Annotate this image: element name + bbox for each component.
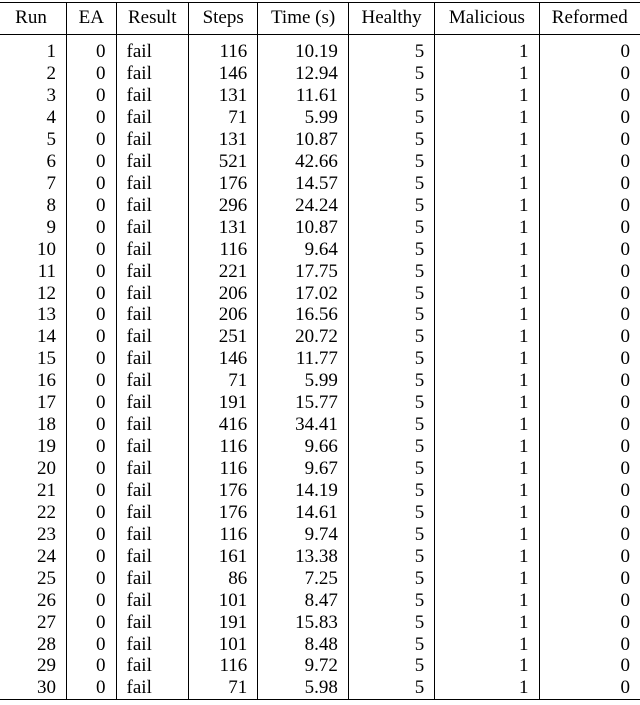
cell-result: fail	[116, 260, 189, 282]
cell-reformed: 0	[539, 107, 640, 129]
cell-healthy: 5	[348, 85, 434, 107]
table-row	[0, 63, 640, 85]
cell-reformed: 0	[539, 392, 640, 414]
cell-ea: 0	[67, 370, 117, 392]
cell-result: fail	[116, 282, 189, 304]
cell-time: 10.19	[258, 35, 349, 63]
cell-steps: 221	[189, 260, 258, 282]
cell-reformed: 0	[539, 85, 640, 107]
cell-reformed: 0	[539, 260, 640, 282]
table-row	[0, 502, 640, 524]
cell-result: fail	[116, 502, 189, 524]
cell-ea: 0	[67, 238, 117, 260]
cell-run: 9	[46, 216, 57, 238]
table-row	[0, 348, 640, 370]
table-row	[0, 282, 640, 304]
cell-steps: 116	[189, 35, 258, 63]
cell-malicious: 1	[435, 304, 539, 326]
cell-healthy: 5	[348, 370, 434, 392]
cell-reformed: 0	[539, 633, 640, 655]
cell-steps: 131	[189, 129, 258, 151]
cell-run: 29	[37, 655, 57, 677]
cell-healthy: 5	[348, 151, 434, 173]
cell-reformed: 0	[539, 151, 640, 173]
cell-result: fail	[116, 480, 189, 502]
cell-malicious: 1	[435, 568, 539, 590]
table-row	[0, 195, 640, 217]
header-result: Result	[116, 3, 189, 35]
cell-malicious: 1	[435, 677, 539, 699]
cell-ea: 0	[67, 502, 117, 524]
cell-ea: 0	[67, 173, 117, 195]
cell-run: 23	[37, 523, 57, 545]
cell-result: fail	[116, 611, 189, 633]
cell-malicious: 1	[435, 458, 539, 480]
cell-steps: 116	[189, 238, 258, 260]
cell-run: 28	[37, 633, 57, 655]
cell-ea: 0	[67, 392, 117, 414]
cell-reformed: 0	[539, 589, 640, 611]
cell-malicious: 1	[435, 238, 539, 260]
cell-steps: 251	[189, 326, 258, 348]
cell-run: 16	[37, 370, 57, 392]
cell-healthy: 5	[348, 35, 434, 63]
cell-reformed: 0	[539, 238, 640, 260]
cell-ea: 0	[67, 151, 117, 173]
cell-malicious: 1	[435, 129, 539, 151]
cell-reformed: 0	[539, 414, 640, 436]
cell-run: 8	[46, 194, 57, 216]
cell-time: 8.47	[258, 589, 349, 611]
cell-malicious: 1	[435, 260, 539, 282]
cell-malicious: 1	[435, 35, 539, 63]
table-row	[0, 414, 640, 436]
cell-steps: 176	[189, 502, 258, 524]
cell-healthy: 5	[348, 63, 434, 85]
cell-healthy: 5	[348, 436, 434, 458]
cell-time: 5.98	[258, 677, 349, 699]
cell-ea: 0	[67, 611, 117, 633]
cell-run: 17	[37, 392, 57, 414]
cell-run: 10	[37, 238, 57, 260]
table-row	[0, 35, 640, 63]
cell-result: fail	[116, 173, 189, 195]
cell-reformed: 0	[539, 326, 640, 348]
header-row	[0, 3, 640, 35]
cell-ea: 0	[67, 85, 117, 107]
cell-run: 22	[37, 501, 57, 523]
cell-ea: 0	[67, 260, 117, 282]
cell-time: 34.41	[258, 414, 349, 436]
cell-healthy: 5	[348, 304, 434, 326]
cell-run: 26	[37, 589, 57, 611]
cell-steps: 116	[189, 655, 258, 677]
cell-time: 24.24	[258, 195, 349, 217]
cell-time: 9.67	[258, 458, 349, 480]
table-row	[0, 633, 640, 655]
cell-run: 4	[46, 107, 57, 129]
table-row	[0, 260, 640, 282]
cell-malicious: 1	[435, 655, 539, 677]
cell-time: 8.48	[258, 633, 349, 655]
results-table-container	[0, 2, 640, 700]
cell-run: 12	[37, 282, 57, 304]
cell-result: fail	[116, 63, 189, 85]
cell-malicious: 1	[435, 480, 539, 502]
cell-run: 20	[37, 458, 57, 480]
cell-ea: 0	[67, 107, 117, 129]
header-healthy: Healthy	[348, 3, 434, 35]
cell-ea: 0	[67, 195, 117, 217]
cell-ea: 0	[67, 348, 117, 370]
cell-result: fail	[116, 655, 189, 677]
cell-steps: 131	[189, 217, 258, 239]
cell-steps: 191	[189, 611, 258, 633]
cell-healthy: 5	[348, 546, 434, 568]
cell-steps: 71	[189, 370, 258, 392]
table-row	[0, 326, 640, 348]
cell-ea: 0	[67, 217, 117, 239]
table-row	[0, 129, 640, 151]
cell-time: 42.66	[258, 151, 349, 173]
cell-steps: 416	[189, 414, 258, 436]
cell-healthy: 5	[348, 282, 434, 304]
cell-healthy: 5	[348, 589, 434, 611]
cell-time: 14.61	[258, 502, 349, 524]
cell-steps: 131	[189, 85, 258, 107]
cell-time: 15.83	[258, 611, 349, 633]
cell-time: 5.99	[258, 370, 349, 392]
cell-reformed: 0	[539, 546, 640, 568]
cell-run: 14	[37, 326, 57, 348]
table-row	[0, 677, 640, 699]
cell-malicious: 1	[435, 414, 539, 436]
cell-result: fail	[116, 85, 189, 107]
table-row	[0, 589, 640, 611]
cell-steps: 116	[189, 458, 258, 480]
cell-reformed: 0	[539, 480, 640, 502]
header-ea: EA	[67, 3, 117, 35]
cell-steps: 176	[189, 173, 258, 195]
cell-malicious: 1	[435, 217, 539, 239]
cell-reformed: 0	[539, 35, 640, 63]
cell-malicious: 1	[435, 611, 539, 633]
cell-healthy: 5	[348, 480, 434, 502]
cell-steps: 116	[189, 436, 258, 458]
table-row	[0, 524, 640, 546]
cell-steps: 86	[189, 568, 258, 590]
cell-ea: 0	[67, 63, 117, 85]
cell-run: 27	[37, 611, 57, 633]
table-row	[0, 392, 640, 414]
cell-result: fail	[116, 326, 189, 348]
cell-steps: 296	[189, 195, 258, 217]
cell-steps: 521	[189, 151, 258, 173]
cell-steps: 71	[189, 677, 258, 699]
cell-ea: 0	[67, 589, 117, 611]
cell-time: 10.87	[258, 129, 349, 151]
cell-result: fail	[116, 414, 189, 436]
cell-time: 11.61	[258, 85, 349, 107]
cell-steps: 206	[189, 304, 258, 326]
cell-result: fail	[116, 238, 189, 260]
cell-run: 15	[37, 348, 57, 370]
cell-reformed: 0	[539, 611, 640, 633]
cell-run: 2	[46, 63, 57, 85]
cell-malicious: 1	[435, 436, 539, 458]
table-row	[0, 304, 640, 326]
cell-result: fail	[116, 546, 189, 568]
cell-malicious: 1	[435, 107, 539, 129]
cell-run: 1	[46, 41, 57, 63]
cell-malicious: 1	[435, 502, 539, 524]
cell-healthy: 5	[348, 348, 434, 370]
table-row	[0, 151, 640, 173]
cell-run: 7	[46, 172, 57, 194]
cell-reformed: 0	[539, 568, 640, 590]
cell-time: 9.66	[258, 436, 349, 458]
cell-result: fail	[116, 589, 189, 611]
cell-reformed: 0	[539, 282, 640, 304]
cell-reformed: 0	[539, 655, 640, 677]
cell-time: 16.56	[258, 304, 349, 326]
cell-malicious: 1	[435, 173, 539, 195]
table-row	[0, 546, 640, 568]
cell-steps: 146	[189, 348, 258, 370]
cell-time: 20.72	[258, 326, 349, 348]
cell-result: fail	[116, 129, 189, 151]
cell-ea: 0	[67, 655, 117, 677]
cell-ea: 0	[67, 282, 117, 304]
cell-healthy: 5	[348, 392, 434, 414]
table-row	[0, 238, 640, 260]
cell-result: fail	[116, 458, 189, 480]
cell-time: 12.94	[258, 63, 349, 85]
cell-malicious: 1	[435, 633, 539, 655]
cell-steps: 161	[189, 546, 258, 568]
cell-reformed: 0	[539, 173, 640, 195]
cell-healthy: 5	[348, 633, 434, 655]
cell-result: fail	[116, 436, 189, 458]
cell-reformed: 0	[539, 370, 640, 392]
cell-ea: 0	[67, 524, 117, 546]
cell-result: fail	[116, 195, 189, 217]
cell-healthy: 5	[348, 502, 434, 524]
cell-ea: 0	[67, 633, 117, 655]
cell-steps: 71	[189, 107, 258, 129]
cell-time: 14.57	[258, 173, 349, 195]
cell-run: 13	[37, 304, 57, 326]
cell-ea: 0	[67, 458, 117, 480]
cell-reformed: 0	[539, 348, 640, 370]
cell-reformed: 0	[539, 524, 640, 546]
cell-healthy: 5	[348, 217, 434, 239]
cell-healthy: 5	[348, 107, 434, 129]
cell-healthy: 5	[348, 414, 434, 436]
cell-malicious: 1	[435, 370, 539, 392]
cell-ea: 0	[67, 326, 117, 348]
cell-result: fail	[116, 568, 189, 590]
cell-run: 6	[46, 150, 57, 172]
cell-time: 9.74	[258, 524, 349, 546]
table-header	[0, 3, 640, 35]
table-row	[0, 655, 640, 677]
cell-run: 24	[37, 545, 57, 567]
cell-ea: 0	[67, 304, 117, 326]
cell-malicious: 1	[435, 151, 539, 173]
cell-ea: 0	[67, 480, 117, 502]
results-table	[0, 2, 640, 700]
cell-time: 17.75	[258, 260, 349, 282]
cell-time: 7.25	[258, 568, 349, 590]
table-row	[0, 480, 640, 502]
cell-time: 9.72	[258, 655, 349, 677]
cell-result: fail	[116, 35, 189, 63]
cell-healthy: 5	[348, 677, 434, 699]
cell-reformed: 0	[539, 195, 640, 217]
cell-run: 11	[37, 260, 57, 282]
cell-healthy: 5	[348, 173, 434, 195]
cell-run: 18	[37, 414, 57, 436]
cell-ea: 0	[67, 35, 117, 63]
cell-result: fail	[116, 348, 189, 370]
cell-run: 19	[37, 436, 57, 458]
cell-ea: 0	[67, 546, 117, 568]
cell-time: 13.38	[258, 546, 349, 568]
cell-malicious: 1	[435, 392, 539, 414]
cell-steps: 116	[189, 524, 258, 546]
cell-healthy: 5	[348, 655, 434, 677]
cell-time: 17.02	[258, 282, 349, 304]
cell-steps: 191	[189, 392, 258, 414]
cell-result: fail	[116, 217, 189, 239]
table-row	[0, 217, 640, 239]
header-reformed: Reformed	[539, 3, 640, 35]
cell-reformed: 0	[539, 63, 640, 85]
cell-malicious: 1	[435, 326, 539, 348]
cell-healthy: 5	[348, 260, 434, 282]
header-steps: Steps	[189, 3, 258, 35]
cell-malicious: 1	[435, 85, 539, 107]
cell-steps: 206	[189, 282, 258, 304]
table-row	[0, 568, 640, 590]
cell-steps: 101	[189, 633, 258, 655]
cell-reformed: 0	[539, 677, 640, 699]
header-run: Run	[15, 7, 47, 29]
table-row	[0, 107, 640, 129]
cell-ea: 0	[67, 414, 117, 436]
cell-steps: 146	[189, 63, 258, 85]
cell-reformed: 0	[539, 304, 640, 326]
cell-reformed: 0	[539, 458, 640, 480]
cell-reformed: 0	[539, 129, 640, 151]
cell-result: fail	[116, 392, 189, 414]
cell-malicious: 1	[435, 282, 539, 304]
cell-healthy: 5	[348, 524, 434, 546]
cell-reformed: 0	[539, 502, 640, 524]
cell-time: 10.87	[258, 217, 349, 239]
table-row	[0, 370, 640, 392]
header-malicious: Malicious	[435, 3, 539, 35]
cell-result: fail	[116, 524, 189, 546]
cell-time: 14.19	[258, 480, 349, 502]
cell-result: fail	[116, 107, 189, 129]
cell-run: 21	[37, 479, 57, 501]
cell-run: 5	[46, 128, 57, 150]
cell-malicious: 1	[435, 348, 539, 370]
header-time: Time (s)	[258, 3, 349, 35]
cell-steps: 176	[189, 480, 258, 502]
cell-ea: 0	[67, 568, 117, 590]
cell-steps: 101	[189, 589, 258, 611]
cell-run: 3	[46, 85, 57, 107]
table-body	[0, 35, 640, 700]
cell-healthy: 5	[348, 458, 434, 480]
cell-malicious: 1	[435, 524, 539, 546]
cell-healthy: 5	[348, 238, 434, 260]
cell-reformed: 0	[539, 436, 640, 458]
cell-run: 30	[37, 677, 57, 699]
cell-result: fail	[116, 151, 189, 173]
cell-time: 15.77	[258, 392, 349, 414]
cell-malicious: 1	[435, 195, 539, 217]
cell-ea: 0	[67, 129, 117, 151]
cell-result: fail	[116, 677, 189, 699]
cell-result: fail	[116, 370, 189, 392]
table-row	[0, 611, 640, 633]
cell-reformed: 0	[539, 217, 640, 239]
cell-healthy: 5	[348, 195, 434, 217]
cell-healthy: 5	[348, 129, 434, 151]
table-row	[0, 436, 640, 458]
cell-ea: 0	[67, 436, 117, 458]
cell-healthy: 5	[348, 568, 434, 590]
table-row	[0, 458, 640, 480]
table-row	[0, 85, 640, 107]
cell-ea: 0	[67, 677, 117, 699]
cell-healthy: 5	[348, 611, 434, 633]
cell-result: fail	[116, 304, 189, 326]
cell-malicious: 1	[435, 63, 539, 85]
cell-run: 25	[37, 567, 57, 589]
table-row	[0, 173, 640, 195]
cell-time: 11.77	[258, 348, 349, 370]
cell-malicious: 1	[435, 589, 539, 611]
cell-time: 5.99	[258, 107, 349, 129]
cell-malicious: 1	[435, 546, 539, 568]
cell-result: fail	[116, 633, 189, 655]
cell-healthy: 5	[348, 326, 434, 348]
cell-time: 9.64	[258, 238, 349, 260]
